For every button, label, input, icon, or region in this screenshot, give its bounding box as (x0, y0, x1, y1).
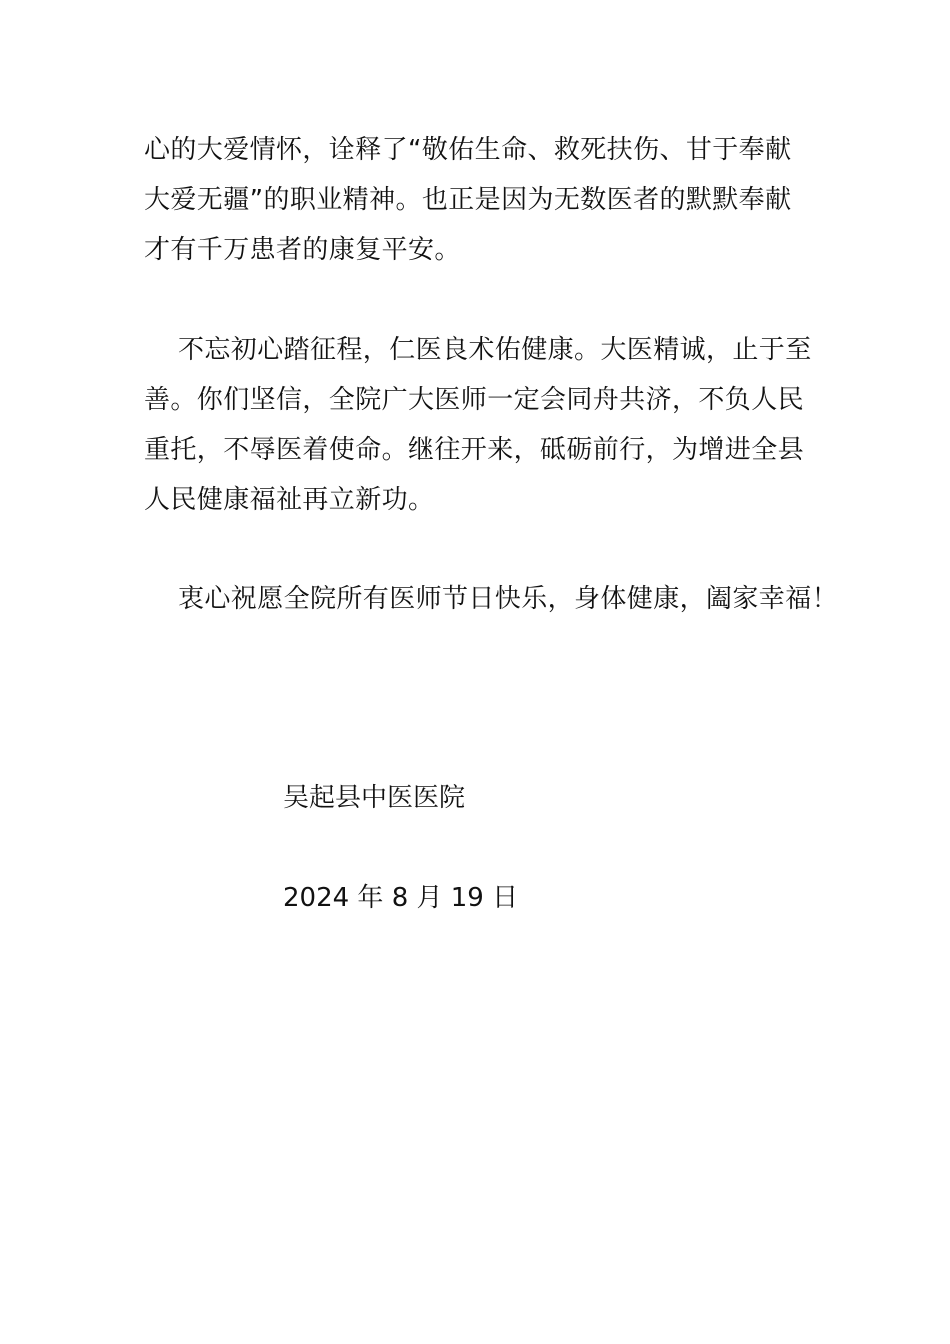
paragraph-1-line-1: 心的大爱情怀，诠释了“敬佑生命、救死扶伤、甘于奉献 (144, 135, 792, 165)
paragraph-1-line-2: 大爱无疆”的职业精神。也正是因为无数医者的默默奉献 (144, 185, 792, 215)
paragraph-2-line-3: 重托，不辱医着使命。继往开来，砥砺前行，为增进全县 (144, 435, 805, 465)
signature-organization: 吴起县中医医院 (283, 783, 466, 813)
paragraph-2-line-4: 人民健康福祉再立新功。 (144, 485, 435, 515)
signature-date: 2024 年 8 月 19 日 (283, 883, 519, 913)
paragraph-2-line-1: 不忘初心踏征程，仁医良术佑健康。大医精诚，止于至 (178, 335, 812, 365)
paragraph-1-line-3: 才有千万患者的康复平安。 (144, 235, 461, 265)
paragraph-2-line-2: 善。你们坚信，全院广大医师一定会同舟共济，不负人民 (144, 385, 805, 415)
paragraph-3-line-1: 衷心祝愿全院所有医师节日快乐，身体健康，阖家幸福！ (178, 584, 839, 614)
